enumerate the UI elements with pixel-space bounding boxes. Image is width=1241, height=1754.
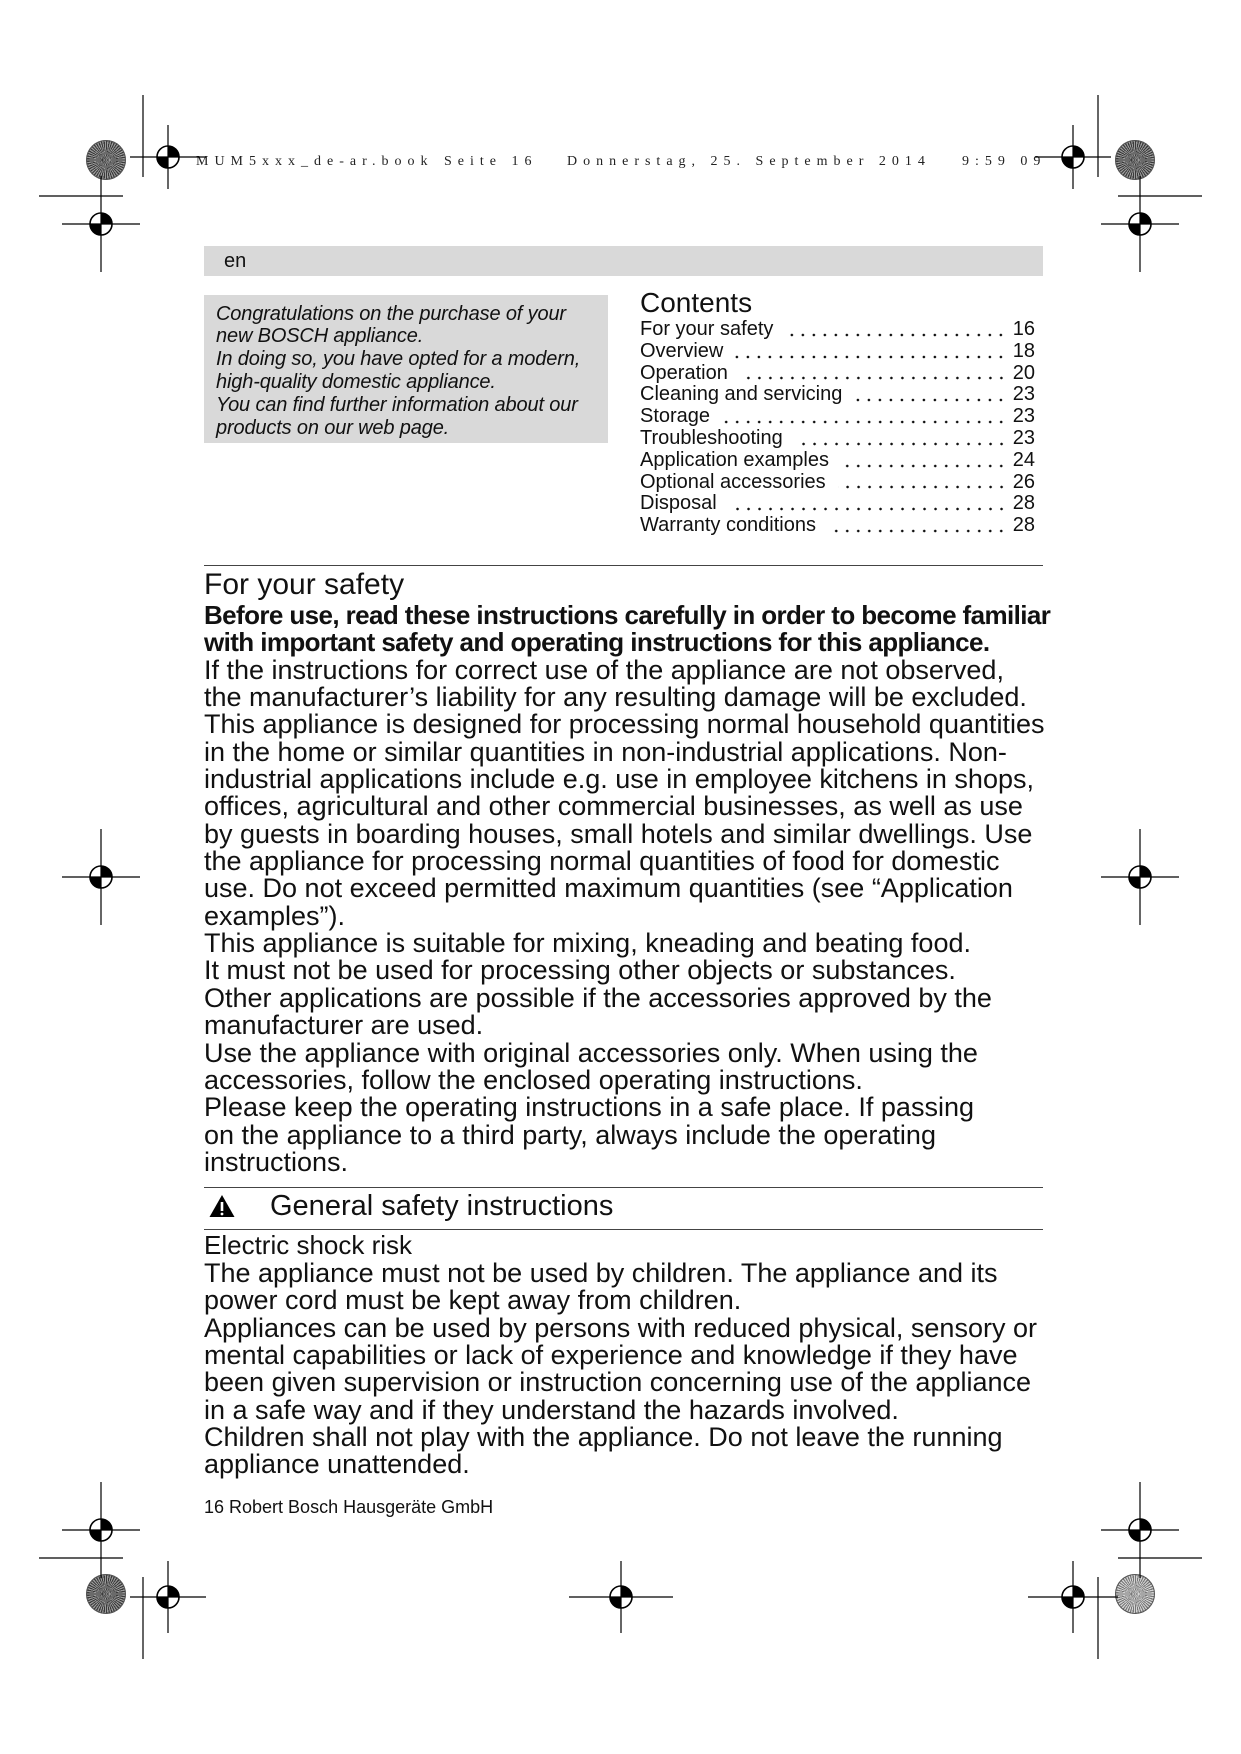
crosshair-mark xyxy=(62,176,140,272)
toc-item-page: 16 xyxy=(1012,318,1035,341)
toc-item-page: 24 xyxy=(1012,448,1035,471)
safety-text-line: on the appliance to a third party, always include the operating xyxy=(204,1119,936,1150)
toc-item-page: 18 xyxy=(1012,339,1035,362)
shock-text-line: power cord must be kept away from children. xyxy=(204,1285,742,1316)
toc-leader xyxy=(841,463,1007,469)
toc-leader xyxy=(785,332,1006,338)
intro-line: high-quality domestic appliance. xyxy=(216,371,496,394)
toc-item-label: Overview xyxy=(640,339,724,362)
electric-shock-text xyxy=(204,1257,1064,1480)
toc-item-label: Storage xyxy=(640,405,711,428)
toc-item xyxy=(640,341,1035,363)
intro-line: products on our web page. xyxy=(216,416,450,439)
electric-shock-subheading: Electric shock risk xyxy=(204,1229,413,1260)
shock-text-line: been given supervision or instruction concerning use of the appliance xyxy=(204,1367,1032,1398)
toc-item-page: 23 xyxy=(1012,427,1035,450)
toc-item xyxy=(640,450,1035,472)
shock-text-line: appliance unattended. xyxy=(204,1449,470,1480)
safety-text-line: manufacturer are used. xyxy=(204,1010,484,1041)
intro-line: new BOSCH appliance. xyxy=(216,325,424,348)
shock-text-line: Children shall not play with the appliance. Do not leave the running xyxy=(204,1421,1003,1452)
print-header-date: Donnerstag, 25. September 2014 xyxy=(567,154,931,169)
toc-item-label: Troubleshooting xyxy=(640,427,783,450)
toc-leader xyxy=(828,528,1007,534)
toc-leader xyxy=(729,506,1007,512)
sunburst-mark xyxy=(1115,1574,1155,1614)
toc-item-label: Application examples xyxy=(640,448,829,471)
sunburst-mark xyxy=(86,1574,126,1614)
safety-text-line: by guests in boarding houses, small hotels and similar dwellings. Use xyxy=(204,818,1033,849)
toc-item-label: Optional accessories xyxy=(640,470,826,493)
toc-leader xyxy=(838,484,1007,490)
crosshair-mark xyxy=(569,1561,673,1633)
safety-text-line: use. Do not exceed permitted maximum quantities (see “Application xyxy=(204,873,1013,904)
toc-item-page: 28 xyxy=(1012,492,1035,515)
shock-text-line: The appliance must not be used by children. The appliance and its xyxy=(204,1257,998,1288)
toc-leader xyxy=(854,397,1006,403)
crosshair-mark xyxy=(130,1561,206,1633)
toc-leader xyxy=(795,441,1007,447)
safety-text-line: Other applications are possible if the accessories approved by the xyxy=(204,982,992,1013)
toc-leader xyxy=(740,375,1007,381)
crosshair-mark xyxy=(1028,1561,1118,1633)
contents-title: Contents xyxy=(640,287,753,318)
language-bar xyxy=(204,246,1043,276)
toc-item-page: 28 xyxy=(1012,514,1035,537)
toc-item-page: 26 xyxy=(1012,470,1035,493)
section-divider xyxy=(204,1187,1043,1188)
safety-bold-line: Before use, read these instructions carefully in order to become familiar xyxy=(204,599,1051,630)
toc-item xyxy=(640,406,1035,428)
toc-leader xyxy=(735,354,1006,360)
toc-item-page: 23 xyxy=(1012,383,1035,406)
safety-text-line: examples”). xyxy=(204,900,346,931)
safety-text-line: This appliance is suitable for mixing, kneading and beating food. xyxy=(204,928,971,959)
toc-item-label: Operation xyxy=(640,361,728,384)
crosshair-mark xyxy=(1035,125,1111,189)
toc-item-page: 23 xyxy=(1012,405,1035,428)
toc-item-label: For your safety xyxy=(640,318,774,341)
safety-heading: For your safety xyxy=(204,568,405,601)
safety-text-line: It must not be used for processing other objects or substances. xyxy=(204,955,956,986)
intro-box xyxy=(204,295,608,443)
sunburst-mark xyxy=(86,140,126,180)
toc-item xyxy=(640,493,1035,515)
print-header-file: MUM5xxx_de-ar.book xyxy=(196,154,434,169)
toc-item-label: Disposal xyxy=(640,492,717,515)
safety-bold-line: with important safety and operating instructions for this appliance. xyxy=(204,627,990,658)
print-header-page: Seite 16 xyxy=(444,154,538,169)
toc-item-label: Cleaning and servicing xyxy=(640,383,843,406)
shock-text-line: Appliances can be used by persons with reduced physical, sensory or xyxy=(204,1312,1037,1343)
crosshair-mark xyxy=(62,1482,140,1578)
safety-text-line: offices, agricultural and other commercial businesses, as well as use xyxy=(204,791,1023,822)
crosshair-mark xyxy=(1101,1482,1179,1578)
safety-text-line: in the home or similar quantities in non-industrial applications. Non- xyxy=(204,736,1007,767)
toc-item xyxy=(640,363,1035,385)
crosshair-mark xyxy=(1101,829,1179,925)
safety-text-line: Use the appliance with original accessories only. When using the xyxy=(204,1037,978,1068)
toc-item xyxy=(640,428,1035,450)
safety-text-line: instructions. xyxy=(204,1146,349,1177)
toc-item-label: Warranty conditions xyxy=(640,514,816,537)
toc-item xyxy=(640,319,1035,341)
warning-icon xyxy=(209,1194,235,1218)
toc-item xyxy=(640,384,1035,406)
shock-text-line: in a safe way and if they understand the hazards involved. xyxy=(204,1394,899,1425)
toc-item xyxy=(640,472,1035,494)
intro-line: You can find further information about our xyxy=(216,394,578,417)
safety-text-line: This appliance is designed for processing normal household quantities xyxy=(204,709,1045,740)
safety-text-line: accessories, follow the enclosed operating instructions. xyxy=(204,1064,863,1095)
intro-line: Congratulations on the purchase of your xyxy=(216,302,566,325)
print-header-time: 9:59 09 xyxy=(962,154,1047,169)
shock-text-line: mental capabilities or lack of experience and knowledge if they have xyxy=(204,1339,1018,1370)
safety-text-line: If the instructions for correct use of the appliance are not observed, xyxy=(204,654,1004,685)
safety-text-line: Please keep the operating instructions in a safe place. If passing xyxy=(204,1092,974,1123)
toc-leader xyxy=(722,419,1007,425)
crosshair-mark xyxy=(62,829,140,925)
safety-text-line: the manufacturer’s liability for any resulting damage will be excluded. xyxy=(204,681,1027,712)
language-code: en xyxy=(224,250,247,272)
toc-item-page: 20 xyxy=(1012,361,1035,384)
sunburst-mark xyxy=(1115,140,1155,180)
intro-line: In doing so, you have opted for a modern, xyxy=(216,348,581,371)
safety-text xyxy=(204,599,1064,1177)
safety-text-line: industrial applications include e.g. use in employee kitchens in shops, xyxy=(204,763,1034,794)
table-of-contents xyxy=(640,319,1035,537)
crosshair-mark xyxy=(1101,176,1179,272)
page-footer: 16 Robert Bosch Hausgeräte GmbH xyxy=(204,1497,494,1517)
toc-item xyxy=(640,515,1035,537)
safety-text-line: the appliance for processing normal quantities of food for domestic xyxy=(204,846,1000,877)
crosshair-mark xyxy=(130,125,206,189)
general-safety-heading: General safety instructions xyxy=(270,1190,614,1222)
section-divider xyxy=(204,565,1043,566)
